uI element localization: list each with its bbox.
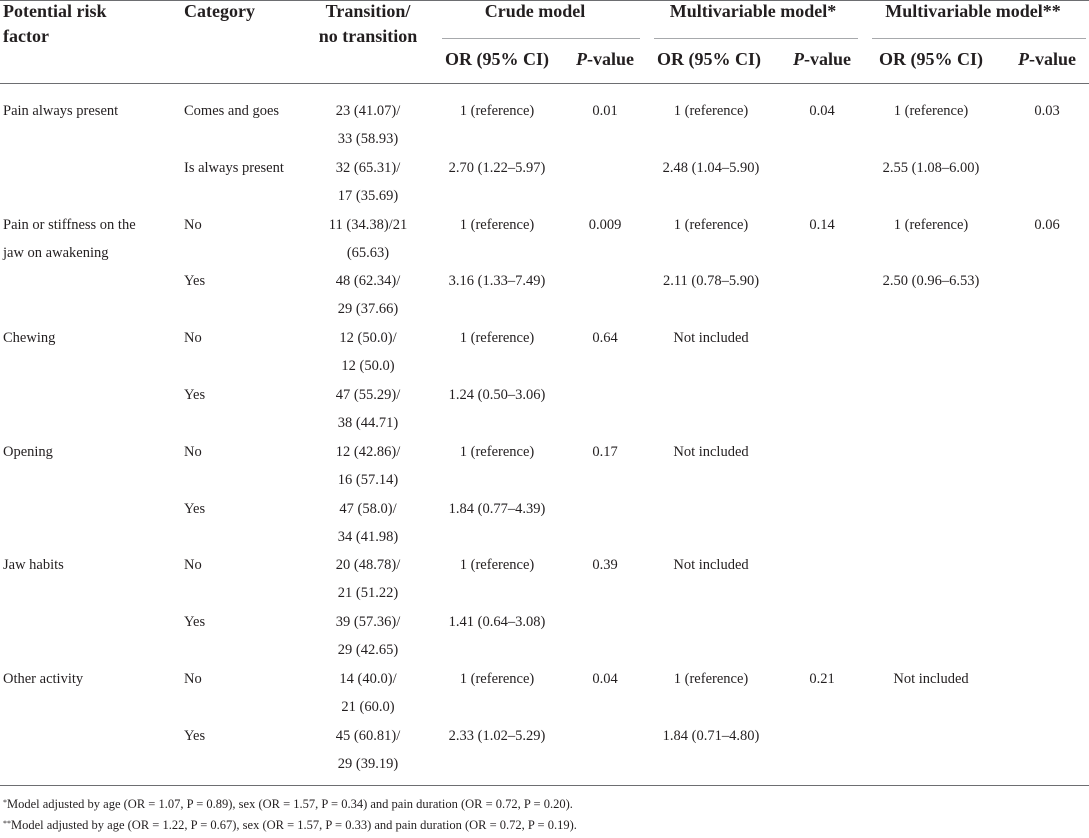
multi2-group-rule xyxy=(872,38,1086,39)
cell-transition: 34 (41.98) xyxy=(337,528,399,545)
header-m1-pvalue: P-value xyxy=(793,49,851,69)
cell-transition: 12 (50.0)/ xyxy=(339,330,397,347)
cell-crude-or: 1.84 (0.77–4.39) xyxy=(448,500,546,517)
cell-m2-or: Not included xyxy=(893,671,969,687)
cell-transition: 47 (55.29)/ xyxy=(335,387,401,403)
cell-category: Yes xyxy=(184,727,206,744)
multi1-group-rule xyxy=(654,38,858,39)
cell-category: Yes xyxy=(184,273,206,290)
cell-transition: 48 (62.34)/ xyxy=(335,273,401,290)
footnote-2: **Model adjusted by age (OR = 1.22, P = 0.67), sex (OR = 1.57, P = 0.33) and pain duration (OR = 0.72, P = 0.19). xyxy=(3,818,577,832)
cell-category: No xyxy=(184,671,202,687)
cell-transition: 29 (37.66) xyxy=(337,301,399,318)
cell-crude-or: 1.41 (0.64–3.08) xyxy=(448,614,546,631)
cell-m2-or: 2.50 (0.96–6.53) xyxy=(882,273,980,290)
header-crude-or: OR (95% CI) xyxy=(445,49,549,69)
cell-m1-or: 2.48 (1.04–5.90) xyxy=(662,159,760,176)
cell-crude-pvalue: 0.17 xyxy=(592,443,618,460)
cell-category: Yes xyxy=(184,614,206,631)
cell-m1-or: 1 (reference) xyxy=(673,216,749,233)
cell-m1-or: Not included xyxy=(673,330,749,347)
cell-transition: 16 (57.14) xyxy=(337,471,399,488)
cell-m2-or: 2.55 (1.08–6.00) xyxy=(882,159,980,176)
bottom-rule xyxy=(0,785,1089,786)
header-transition-line1: Transition/ xyxy=(325,1,411,21)
cell-crude-pvalue: 0.39 xyxy=(592,557,618,574)
header-bottom-rule xyxy=(0,83,1089,84)
header-m2-pvalue: P-value xyxy=(1018,49,1076,69)
cell-category: No xyxy=(184,216,202,233)
cell-m1-or: Not included xyxy=(673,443,749,460)
cell-m1-or: 1 (reference) xyxy=(673,103,749,119)
cell-crude-pvalue: 0.009 xyxy=(588,216,622,233)
cell-factor: Jaw habits xyxy=(3,557,64,574)
cell-crude-pvalue: 0.01 xyxy=(592,103,618,119)
cell-category: Yes xyxy=(184,500,206,517)
cell-factor: Pain or stiffness on the xyxy=(3,216,136,233)
header-multivariable-model-2: Multivariable model** xyxy=(885,1,1061,21)
cell-m2-pvalue: 0.03 xyxy=(1034,103,1060,119)
cell-crude-or: 1.24 (0.50–3.06) xyxy=(448,387,546,403)
cell-transition: 38 (44.71) xyxy=(337,415,399,431)
cell-crude-or: 1 (reference) xyxy=(459,216,535,233)
cell-transition: 12 (50.0) xyxy=(341,358,395,375)
cell-transition: 17 (35.69) xyxy=(337,187,399,204)
header-factor-line2: factor xyxy=(3,26,49,46)
header-m1-or: OR (95% CI) xyxy=(657,49,761,69)
cell-m1-pvalue: 0.14 xyxy=(809,216,835,233)
cell-m1-pvalue: 0.04 xyxy=(809,103,835,119)
cell-category: No xyxy=(184,330,202,347)
cell-crude-pvalue: 0.64 xyxy=(592,330,618,347)
cell-transition: 29 (39.19) xyxy=(337,755,399,772)
header-category: Category xyxy=(184,1,255,21)
cell-transition: 45 (60.81)/ xyxy=(335,727,401,744)
cell-crude-or: 1 (reference) xyxy=(459,443,535,460)
cell-transition: 32 (65.31)/ xyxy=(335,159,401,176)
cell-m2-pvalue: 0.06 xyxy=(1034,216,1060,233)
header-multivariable-model-1: Multivariable model* xyxy=(669,1,837,21)
cell-crude-or: 1 (reference) xyxy=(459,103,535,119)
crude-group-rule xyxy=(442,38,640,39)
header-transition-line2: no transition xyxy=(318,26,418,46)
cell-crude-or: 3.16 (1.33–7.49) xyxy=(448,273,546,290)
cell-m2-or: 1 (reference) xyxy=(893,216,969,233)
header-factor-line1: Potential risk xyxy=(3,1,107,21)
cell-category: Comes and goes xyxy=(184,103,280,119)
cell-transition: (65.63) xyxy=(346,244,390,261)
cell-crude-or: 1 (reference) xyxy=(459,557,535,574)
cell-m1-pvalue: 0.21 xyxy=(809,671,835,687)
cell-crude-or: 2.33 (1.02–5.29) xyxy=(448,727,546,744)
cell-factor: Other activity xyxy=(3,671,84,687)
cell-m1-or: 1 (reference) xyxy=(673,671,749,687)
cell-crude-or: 1 (reference) xyxy=(459,671,535,687)
cell-category: Yes xyxy=(184,387,206,403)
cell-transition: 11 (34.38)/21 xyxy=(328,216,408,233)
cell-transition: 12 (42.86)/ xyxy=(335,443,401,460)
cell-m1-or: 1.84 (0.71–4.80) xyxy=(662,727,760,744)
cell-transition: 47 (58.0)/ xyxy=(339,500,397,517)
cell-transition: 21 (60.0) xyxy=(341,699,395,715)
cell-factor: Chewing xyxy=(3,330,56,347)
cell-category: No xyxy=(184,443,202,460)
cell-transition: 39 (57.36)/ xyxy=(335,614,401,631)
cell-transition: 14 (40.0)/ xyxy=(339,671,397,687)
cell-m1-or: 2.11 (0.78–5.90) xyxy=(662,273,760,290)
cell-category: Is always present xyxy=(184,159,284,176)
cell-m1-or: Not included xyxy=(673,557,749,574)
cell-transition: 21 (51.22) xyxy=(337,585,399,602)
header-m2-or: OR (95% CI) xyxy=(879,49,983,69)
cell-crude-pvalue: 0.04 xyxy=(592,671,618,687)
header-crude-model: Crude model xyxy=(484,1,586,21)
cell-factor: Pain always present xyxy=(3,103,119,119)
cell-crude-or: 1 (reference) xyxy=(459,330,535,347)
footnote-1: *Model adjusted by age (OR = 1.07, P = 0.89), sex (OR = 1.57, P = 0.34) and pain duration (OR = 0.72, P = 0.20). xyxy=(3,797,573,811)
header-crude-pvalue: P-value xyxy=(576,49,634,69)
cell-transition: 29 (42.65) xyxy=(337,642,399,659)
cell-transition: 33 (58.93) xyxy=(337,131,399,147)
cell-transition: 20 (48.78)/ xyxy=(335,557,401,574)
cell-crude-or: 2.70 (1.22–5.97) xyxy=(448,159,546,176)
cell-m2-or: 1 (reference) xyxy=(893,103,969,119)
cell-factor: jaw on awakening xyxy=(3,244,109,261)
cell-category: No xyxy=(184,557,202,574)
cell-transition: 23 (41.07)/ xyxy=(335,103,401,119)
cell-factor: Opening xyxy=(3,443,53,460)
